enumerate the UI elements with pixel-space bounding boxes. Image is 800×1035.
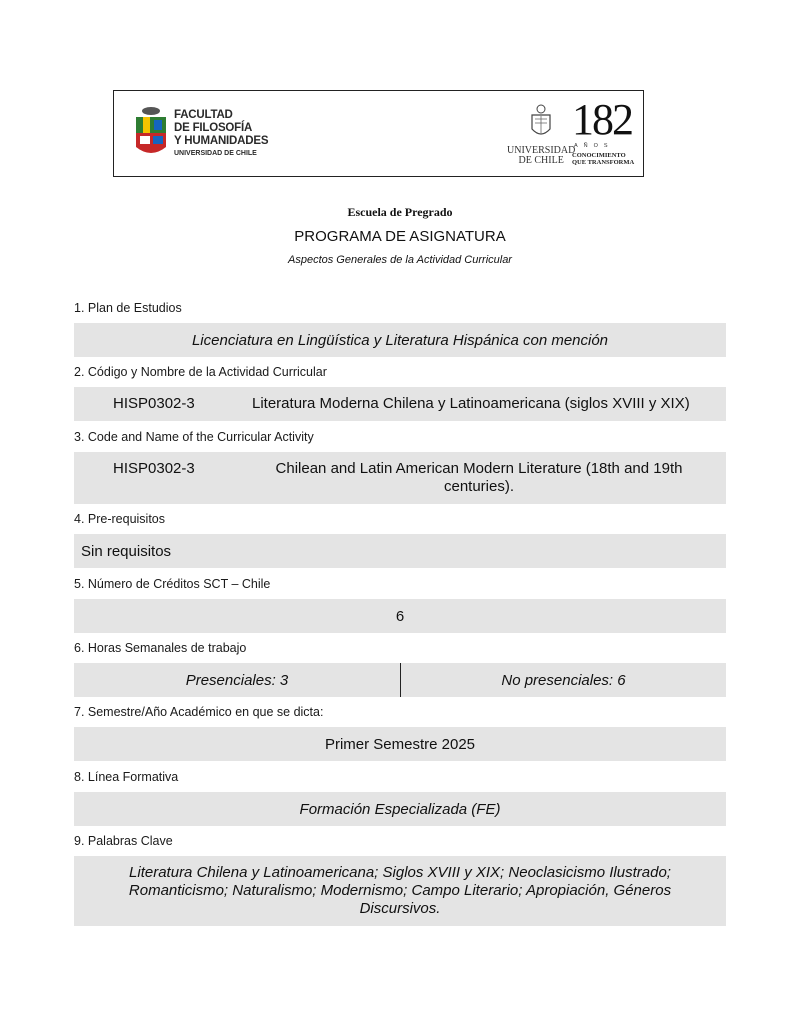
section-7-value: Primer Semestre 2025 bbox=[74, 727, 726, 761]
section-9-value: Literatura Chilena y Latinoamericana; Siglos XVIII y XIX; Neoclasicismo Ilustrado; Romanticismo; Naturalismo; Modernismo; Campo Literario; Apropiación, Géneros Discursivos. bbox=[74, 856, 726, 926]
hours-presencial: Presenciales: 3 bbox=[185, 671, 289, 689]
section-6-field bbox=[74, 663, 726, 697]
university-logo: UNIVERSIDAD DE CHILE bbox=[507, 103, 575, 166]
document-title: PROGRAMA DE ASIGNATURA bbox=[294, 228, 506, 245]
school-title: Escuela de Pregrado bbox=[347, 205, 453, 219]
section-7-label: 7. Semestre/Año Académico en que se dicta: bbox=[74, 705, 324, 719]
course-code: HISP0302-3 bbox=[113, 395, 195, 412]
course-code-en: HISP0302-3 bbox=[113, 460, 195, 477]
section-3-field bbox=[74, 452, 726, 504]
section-4-label: 4. Pre-requisitos bbox=[74, 512, 166, 526]
section-8-label: 8. Línea Formativa bbox=[74, 770, 179, 784]
section-5-value: 6 bbox=[74, 599, 726, 633]
section-1-value: Licenciatura en Lingüística y Literatura Hispánica con mención bbox=[74, 323, 726, 357]
section-2-field bbox=[74, 387, 726, 421]
faculty-shield-icon bbox=[134, 105, 168, 166]
section-2-label: 2. Código y Nombre de la Actividad Curricular bbox=[74, 365, 327, 379]
anniversary-tagline: CONOCIMIENTO QUE TRANSFORMA bbox=[572, 152, 635, 166]
anniversary-number: 182 bbox=[572, 95, 632, 144]
header-logo-box bbox=[113, 90, 644, 177]
course-name-es: Literatura Moderna Chilena y Latinoamericana (siglos XVIII y XIX) bbox=[252, 395, 690, 412]
section-9-label: 9. Palabras Clave bbox=[74, 834, 173, 848]
section-3-label: 3. Code and Name of the Curricular Activity bbox=[74, 430, 314, 444]
faculty-name: FACULTAD DE FILOSOFÍA Y HUMANIDADES UNIVERSIDAD DE CHILE bbox=[174, 109, 269, 157]
section-4-value: Sin requisitos bbox=[74, 534, 726, 568]
section-5-label: 5. Número de Créditos SCT – Chile bbox=[74, 577, 271, 591]
section-1-label: 1. Plan de Estudios bbox=[74, 301, 182, 315]
section-6-label: 6. Horas Semanales de trabajo bbox=[74, 641, 247, 655]
course-name-en: Chilean and Latin American Modern Literature (18th and 19th centuries). bbox=[275, 460, 683, 495]
document-subtitle: Aspectos Generales de la Actividad Curricular bbox=[288, 254, 512, 266]
anniversary-years: AÑOS bbox=[574, 143, 614, 149]
university-crest-icon bbox=[526, 103, 556, 141]
hours-no-presencial: No presenciales: 6 bbox=[501, 671, 626, 689]
section-8-value: Formación Especializada (FE) bbox=[74, 792, 726, 826]
